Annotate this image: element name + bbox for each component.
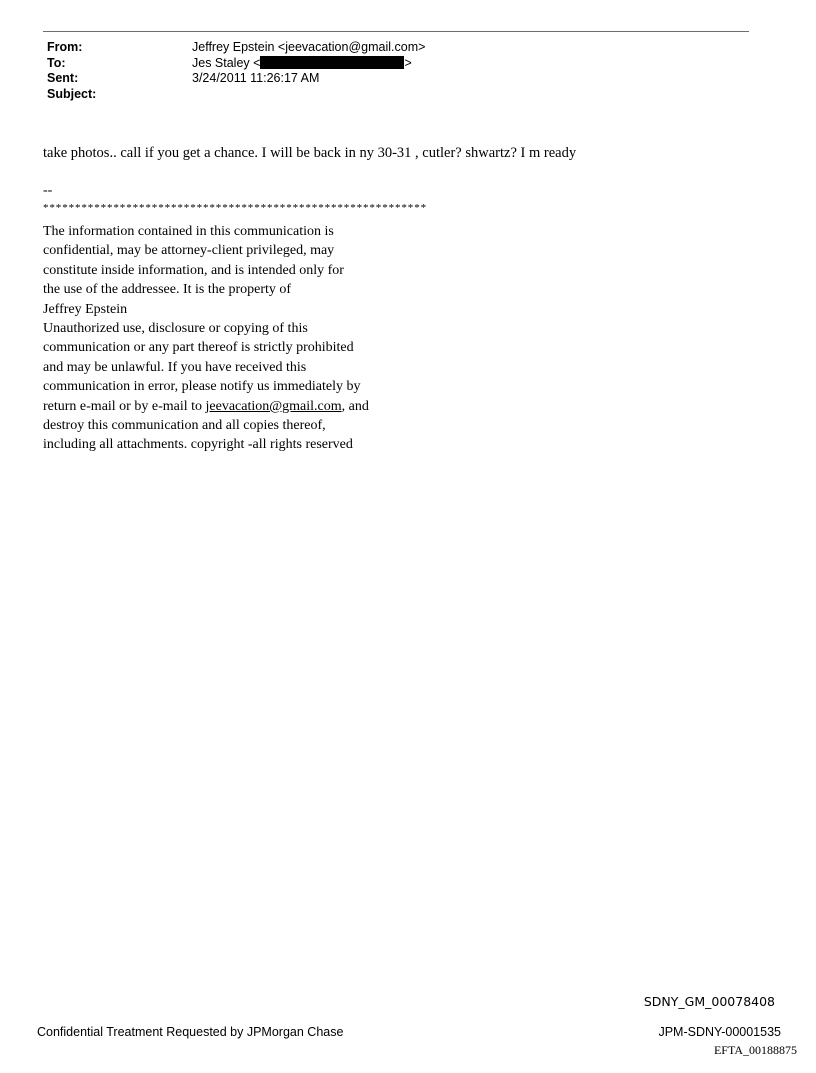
- header-divider: [43, 31, 749, 32]
- to-label: To:: [47, 55, 66, 70]
- disclaimer-line: confidential, may be attorney-client privileged, may: [43, 243, 335, 259]
- signature-separator: --: [43, 183, 53, 198]
- email-link[interactable]: jeevacation@gmail.com: [205, 398, 342, 414]
- email-line-prefix: return e-mail or by e-mail to: [43, 398, 206, 414]
- asterisk-divider: ************************************************************: [43, 202, 427, 214]
- bates-number-jpm: JPM-SDNY-00001535: [658, 1025, 781, 1039]
- bates-number-efta: EFTA_00188875: [713, 1043, 797, 1057]
- from-row: [47, 40, 425, 56]
- to-prefix: Jes Staley <: [192, 55, 261, 70]
- to-suffix: >: [404, 55, 412, 70]
- from-value: Jeffrey Epstein <jeevacation@gmail.com>: [192, 40, 426, 54]
- disclaimer-line: Jeffrey Epstein: [43, 301, 128, 317]
- disclaimer-email-line: [43, 397, 369, 416]
- to-row: [47, 56, 425, 72]
- sent-label: Sent:: [47, 71, 79, 85]
- confidential-treatment-notice: Confidential Treatment Requested by JPMorgan Chase: [37, 1025, 344, 1039]
- email-line-suffix: , and: [341, 398, 369, 414]
- subject-label: Subject:: [47, 86, 97, 101]
- disclaimer-line: communication or any part thereof is strictly prohibited: [43, 340, 354, 356]
- redaction-box: [260, 56, 404, 69]
- disclaimer-line: destroy this communication and all copies thereof,: [43, 418, 326, 434]
- from-label: From:: [47, 40, 83, 54]
- bates-number-sdny: SDNY_GM_00078408: [643, 994, 775, 1009]
- disclaimer-line: including all attachments. copyright -all rights reserved: [43, 437, 353, 453]
- message-body: take photos.. call if you get a chance. I will be back in ny 30-31 , cutler? shwartz? I m ready: [43, 145, 577, 161]
- disclaimer-line: constitute inside information, and is intended only for: [43, 262, 344, 278]
- email-header: [47, 40, 425, 102]
- confidentiality-disclaimer: [43, 222, 369, 455]
- disclaimer-line: the use of the addressee. It is the property of: [43, 282, 292, 298]
- sent-value: 3/24/2011 11:26:17 AM: [192, 71, 320, 85]
- disclaimer-line: communication in error, please notify us immediately by: [43, 379, 361, 395]
- sent-row: [47, 71, 425, 87]
- to-value: [192, 56, 412, 72]
- disclaimer-line: The information contained in this communication is: [43, 224, 334, 239]
- subject-row: [47, 87, 425, 103]
- disclaimer-line: Unauthorized use, disclosure or copying of this: [43, 321, 308, 337]
- disclaimer-line: and may be unlawful. If you have received this: [43, 359, 307, 375]
